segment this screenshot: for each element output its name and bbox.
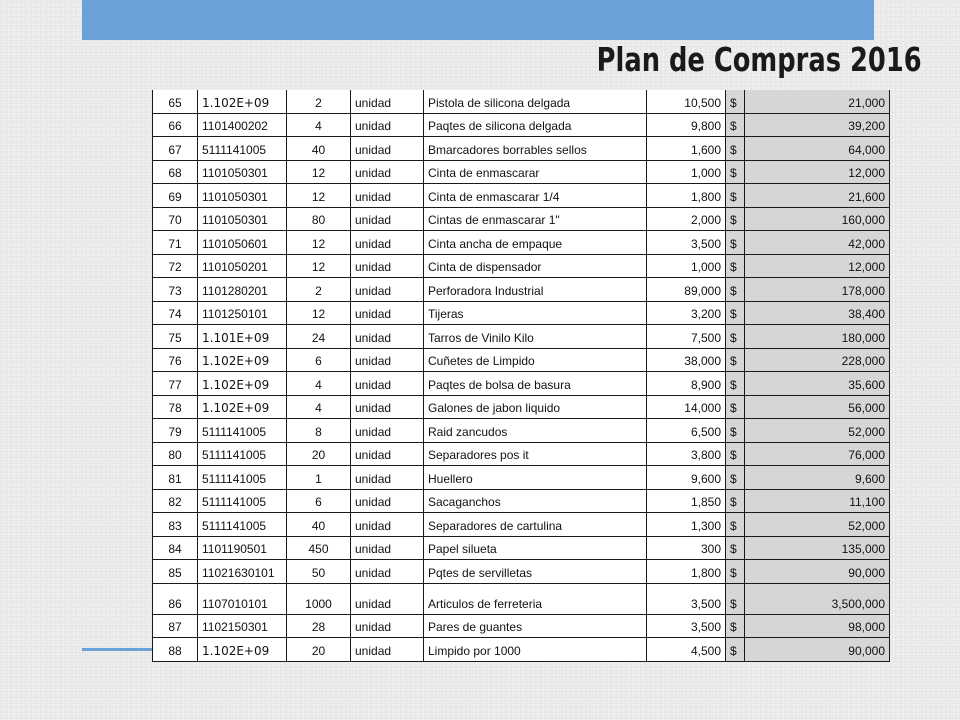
unit-cell: unidad bbox=[351, 395, 424, 419]
currency-symbol-cell: $ bbox=[726, 301, 745, 325]
unit-cell: unidad bbox=[351, 137, 424, 161]
row-number-cell: 65 bbox=[153, 90, 198, 113]
unit-price-cell: 3,800 bbox=[647, 442, 726, 466]
description-cell: Separadores pos it bbox=[424, 442, 647, 466]
table-row bbox=[153, 560, 890, 584]
description-cell: Tijeras bbox=[424, 301, 647, 325]
row-number-cell: 69 bbox=[153, 184, 198, 208]
table-row bbox=[153, 184, 890, 208]
quantity-cell: 2 bbox=[287, 90, 351, 113]
currency-symbol-cell: $ bbox=[726, 513, 745, 537]
total-cell: 42,000 bbox=[745, 231, 890, 255]
quantity-cell: 20 bbox=[287, 638, 351, 662]
description-cell: Cinta de dispensador bbox=[424, 254, 647, 278]
row-number-cell: 72 bbox=[153, 254, 198, 278]
currency-symbol-cell: $ bbox=[726, 207, 745, 231]
description-cell: Pares de guantes bbox=[424, 614, 647, 638]
unit-price-cell: 10,500 bbox=[647, 90, 726, 113]
currency-symbol-cell: $ bbox=[726, 536, 745, 560]
row-number-cell: 70 bbox=[153, 207, 198, 231]
account-code-cell: 5111141005 bbox=[198, 466, 287, 490]
unit-cell: unidad bbox=[351, 489, 424, 513]
currency-symbol-cell: $ bbox=[726, 560, 745, 584]
quantity-cell: 450 bbox=[287, 536, 351, 560]
unit-price-cell: 2,000 bbox=[647, 207, 726, 231]
description-cell: Pqtes de servilletas bbox=[424, 560, 647, 584]
table-row bbox=[153, 638, 890, 662]
purchase-table bbox=[152, 90, 890, 662]
row-number-cell: 71 bbox=[153, 231, 198, 255]
total-cell: 52,000 bbox=[745, 419, 890, 443]
unit-price-cell: 6,500 bbox=[647, 419, 726, 443]
row-number-cell: 86 bbox=[153, 583, 198, 614]
unit-price-cell: 1,000 bbox=[647, 160, 726, 184]
unit-price-cell: 1,800 bbox=[647, 184, 726, 208]
table-row bbox=[153, 536, 890, 560]
quantity-cell: 28 bbox=[287, 614, 351, 638]
quantity-cell: 12 bbox=[287, 301, 351, 325]
account-code-cell: 1.102E+09 bbox=[198, 638, 287, 662]
total-cell: 12,000 bbox=[745, 254, 890, 278]
row-number-cell: 82 bbox=[153, 489, 198, 513]
account-code-cell: 1101400202 bbox=[198, 113, 287, 137]
table-row bbox=[153, 372, 890, 396]
row-number-cell: 74 bbox=[153, 301, 198, 325]
unit-cell: unidad bbox=[351, 638, 424, 662]
unit-cell: unidad bbox=[351, 231, 424, 255]
description-cell: Cinta ancha de empaque bbox=[424, 231, 647, 255]
unit-cell: unidad bbox=[351, 442, 424, 466]
total-cell: 178,000 bbox=[745, 278, 890, 302]
total-cell: 228,000 bbox=[745, 348, 890, 372]
table-row bbox=[153, 207, 890, 231]
quantity-cell: 2 bbox=[287, 278, 351, 302]
unit-price-cell: 3,500 bbox=[647, 231, 726, 255]
top-accent-bar bbox=[82, 0, 874, 40]
table-row bbox=[153, 466, 890, 490]
currency-symbol-cell: $ bbox=[726, 348, 745, 372]
quantity-cell: 20 bbox=[287, 442, 351, 466]
account-code-cell: 1102150301 bbox=[198, 614, 287, 638]
total-cell: 38,400 bbox=[745, 301, 890, 325]
row-number-cell: 79 bbox=[153, 419, 198, 443]
currency-symbol-cell: $ bbox=[726, 583, 745, 614]
currency-symbol-cell: $ bbox=[726, 395, 745, 419]
table-row bbox=[153, 419, 890, 443]
unit-cell: unidad bbox=[351, 184, 424, 208]
row-number-cell: 84 bbox=[153, 536, 198, 560]
description-cell: Pistola de silicona delgada bbox=[424, 90, 647, 113]
table-row bbox=[153, 583, 890, 614]
total-cell: 35,600 bbox=[745, 372, 890, 396]
unit-price-cell: 1,300 bbox=[647, 513, 726, 537]
unit-cell: unidad bbox=[351, 325, 424, 349]
table-row bbox=[153, 513, 890, 537]
description-cell: Galones de jabon liquido bbox=[424, 395, 647, 419]
account-code-cell: 1.102E+09 bbox=[198, 90, 287, 113]
account-code-cell: 1107010101 bbox=[198, 583, 287, 614]
account-code-cell: 11021630101 bbox=[198, 560, 287, 584]
unit-price-cell: 8,900 bbox=[647, 372, 726, 396]
quantity-cell: 12 bbox=[287, 160, 351, 184]
account-code-cell: 1.101E+09 bbox=[198, 325, 287, 349]
unit-price-cell: 3,500 bbox=[647, 583, 726, 614]
row-number-cell: 76 bbox=[153, 348, 198, 372]
total-cell: 11,100 bbox=[745, 489, 890, 513]
description-cell: Tarros de Vinilo Kilo bbox=[424, 325, 647, 349]
currency-symbol-cell: $ bbox=[726, 90, 745, 113]
description-cell: Papel silueta bbox=[424, 536, 647, 560]
currency-symbol-cell: $ bbox=[726, 466, 745, 490]
table-row bbox=[153, 348, 890, 372]
row-number-cell: 75 bbox=[153, 325, 198, 349]
description-cell: Cintas de enmascarar 1" bbox=[424, 207, 647, 231]
currency-symbol-cell: $ bbox=[726, 231, 745, 255]
quantity-cell: 6 bbox=[287, 489, 351, 513]
unit-price-cell: 9,800 bbox=[647, 113, 726, 137]
description-cell: Paqtes de silicona delgada bbox=[424, 113, 647, 137]
row-number-cell: 81 bbox=[153, 466, 198, 490]
quantity-cell: 12 bbox=[287, 184, 351, 208]
table-row bbox=[153, 113, 890, 137]
total-cell: 90,000 bbox=[745, 560, 890, 584]
account-code-cell: 1.102E+09 bbox=[198, 395, 287, 419]
total-cell: 135,000 bbox=[745, 536, 890, 560]
unit-price-cell: 1,600 bbox=[647, 137, 726, 161]
purchase-table-body bbox=[153, 90, 890, 661]
slide-title: Plan de Compras 2016 bbox=[596, 40, 922, 79]
table-row bbox=[153, 442, 890, 466]
table-row bbox=[153, 90, 890, 113]
table-row bbox=[153, 395, 890, 419]
table-row bbox=[153, 489, 890, 513]
table-row bbox=[153, 231, 890, 255]
unit-price-cell: 7,500 bbox=[647, 325, 726, 349]
unit-cell: unidad bbox=[351, 614, 424, 638]
total-cell: 76,000 bbox=[745, 442, 890, 466]
quantity-cell: 8 bbox=[287, 419, 351, 443]
account-code-cell: 1101280201 bbox=[198, 278, 287, 302]
currency-symbol-cell: $ bbox=[726, 325, 745, 349]
total-cell: 3,500,000 bbox=[745, 583, 890, 614]
currency-symbol-cell: $ bbox=[726, 638, 745, 662]
unit-cell: unidad bbox=[351, 536, 424, 560]
unit-price-cell: 38,000 bbox=[647, 348, 726, 372]
row-number-cell: 67 bbox=[153, 137, 198, 161]
left-accent-line bbox=[82, 648, 152, 651]
unit-cell: unidad bbox=[351, 372, 424, 396]
unit-cell: unidad bbox=[351, 301, 424, 325]
unit-price-cell: 300 bbox=[647, 536, 726, 560]
unit-price-cell: 9,600 bbox=[647, 466, 726, 490]
currency-symbol-cell: $ bbox=[726, 184, 745, 208]
description-cell: Perforadora Industrial bbox=[424, 278, 647, 302]
row-number-cell: 73 bbox=[153, 278, 198, 302]
quantity-cell: 40 bbox=[287, 137, 351, 161]
currency-symbol-cell: $ bbox=[726, 137, 745, 161]
total-cell: 180,000 bbox=[745, 325, 890, 349]
account-code-cell: 5111141005 bbox=[198, 489, 287, 513]
total-cell: 98,000 bbox=[745, 614, 890, 638]
description-cell: Bmarcadores borrables sellos bbox=[424, 137, 647, 161]
table-row bbox=[153, 254, 890, 278]
quantity-cell: 50 bbox=[287, 560, 351, 584]
quantity-cell: 4 bbox=[287, 395, 351, 419]
account-code-cell: 5111141005 bbox=[198, 419, 287, 443]
account-code-cell: 1101050301 bbox=[198, 160, 287, 184]
row-number-cell: 85 bbox=[153, 560, 198, 584]
unit-cell: unidad bbox=[351, 419, 424, 443]
unit-cell: unidad bbox=[351, 113, 424, 137]
table-row bbox=[153, 160, 890, 184]
total-cell: 56,000 bbox=[745, 395, 890, 419]
row-number-cell: 87 bbox=[153, 614, 198, 638]
currency-symbol-cell: $ bbox=[726, 419, 745, 443]
currency-symbol-cell: $ bbox=[726, 278, 745, 302]
unit-cell: unidad bbox=[351, 583, 424, 614]
quantity-cell: 1 bbox=[287, 466, 351, 490]
account-code-cell: 5111141005 bbox=[198, 513, 287, 537]
currency-symbol-cell: $ bbox=[726, 614, 745, 638]
unit-price-cell: 3,200 bbox=[647, 301, 726, 325]
unit-price-cell: 89,000 bbox=[647, 278, 726, 302]
total-cell: 90,000 bbox=[745, 638, 890, 662]
total-cell: 160,000 bbox=[745, 207, 890, 231]
row-number-cell: 77 bbox=[153, 372, 198, 396]
quantity-cell: 40 bbox=[287, 513, 351, 537]
quantity-cell: 6 bbox=[287, 348, 351, 372]
table-row bbox=[153, 301, 890, 325]
row-number-cell: 80 bbox=[153, 442, 198, 466]
total-cell: 52,000 bbox=[745, 513, 890, 537]
description-cell: Paqtes de bolsa de basura bbox=[424, 372, 647, 396]
account-code-cell: 5111141005 bbox=[198, 137, 287, 161]
table-row bbox=[153, 278, 890, 302]
account-code-cell: 1.102E+09 bbox=[198, 372, 287, 396]
row-number-cell: 66 bbox=[153, 113, 198, 137]
quantity-cell: 80 bbox=[287, 207, 351, 231]
unit-cell: unidad bbox=[351, 160, 424, 184]
account-code-cell: 5111141005 bbox=[198, 442, 287, 466]
unit-price-cell: 4,500 bbox=[647, 638, 726, 662]
description-cell: Huellero bbox=[424, 466, 647, 490]
currency-symbol-cell: $ bbox=[726, 254, 745, 278]
total-cell: 21,000 bbox=[745, 90, 890, 113]
unit-price-cell: 1,000 bbox=[647, 254, 726, 278]
row-number-cell: 83 bbox=[153, 513, 198, 537]
unit-price-cell: 14,000 bbox=[647, 395, 726, 419]
currency-symbol-cell: $ bbox=[726, 442, 745, 466]
quantity-cell: 12 bbox=[287, 231, 351, 255]
quantity-cell: 1000 bbox=[287, 583, 351, 614]
unit-price-cell: 3,500 bbox=[647, 614, 726, 638]
total-cell: 64,000 bbox=[745, 137, 890, 161]
description-cell: Articulos de ferreteria bbox=[424, 583, 647, 614]
account-code-cell: 1101050601 bbox=[198, 231, 287, 255]
unit-cell: unidad bbox=[351, 466, 424, 490]
unit-cell: unidad bbox=[351, 207, 424, 231]
currency-symbol-cell: $ bbox=[726, 113, 745, 137]
account-code-cell: 1.102E+09 bbox=[198, 348, 287, 372]
unit-price-cell: 1,850 bbox=[647, 489, 726, 513]
unit-cell: unidad bbox=[351, 560, 424, 584]
currency-symbol-cell: $ bbox=[726, 372, 745, 396]
total-cell: 21,600 bbox=[745, 184, 890, 208]
description-cell: Cuñetes de Limpido bbox=[424, 348, 647, 372]
unit-cell: unidad bbox=[351, 348, 424, 372]
table-row bbox=[153, 137, 890, 161]
description-cell: Sacaganchos bbox=[424, 489, 647, 513]
account-code-cell: 1101190501 bbox=[198, 536, 287, 560]
quantity-cell: 24 bbox=[287, 325, 351, 349]
row-number-cell: 88 bbox=[153, 638, 198, 662]
table-row bbox=[153, 614, 890, 638]
row-number-cell: 68 bbox=[153, 160, 198, 184]
unit-cell: unidad bbox=[351, 278, 424, 302]
account-code-cell: 1101050201 bbox=[198, 254, 287, 278]
row-number-cell: 78 bbox=[153, 395, 198, 419]
description-cell: Raid zancudos bbox=[424, 419, 647, 443]
account-code-cell: 1101050301 bbox=[198, 207, 287, 231]
account-code-cell: 1101250101 bbox=[198, 301, 287, 325]
table-row bbox=[153, 325, 890, 349]
account-code-cell: 1101050301 bbox=[198, 184, 287, 208]
description-cell: Cinta de enmascarar 1/4 bbox=[424, 184, 647, 208]
description-cell: Cinta de enmascarar bbox=[424, 160, 647, 184]
currency-symbol-cell: $ bbox=[726, 160, 745, 184]
total-cell: 12,000 bbox=[745, 160, 890, 184]
unit-cell: unidad bbox=[351, 513, 424, 537]
quantity-cell: 4 bbox=[287, 113, 351, 137]
quantity-cell: 4 bbox=[287, 372, 351, 396]
spreadsheet-image bbox=[152, 90, 890, 662]
unit-cell: unidad bbox=[351, 90, 424, 113]
total-cell: 39,200 bbox=[745, 113, 890, 137]
currency-symbol-cell: $ bbox=[726, 489, 745, 513]
total-cell: 9,600 bbox=[745, 466, 890, 490]
unit-price-cell: 1,800 bbox=[647, 560, 726, 584]
description-cell: Separadores de cartulina bbox=[424, 513, 647, 537]
quantity-cell: 12 bbox=[287, 254, 351, 278]
unit-cell: unidad bbox=[351, 254, 424, 278]
description-cell: Limpido por 1000 bbox=[424, 638, 647, 662]
